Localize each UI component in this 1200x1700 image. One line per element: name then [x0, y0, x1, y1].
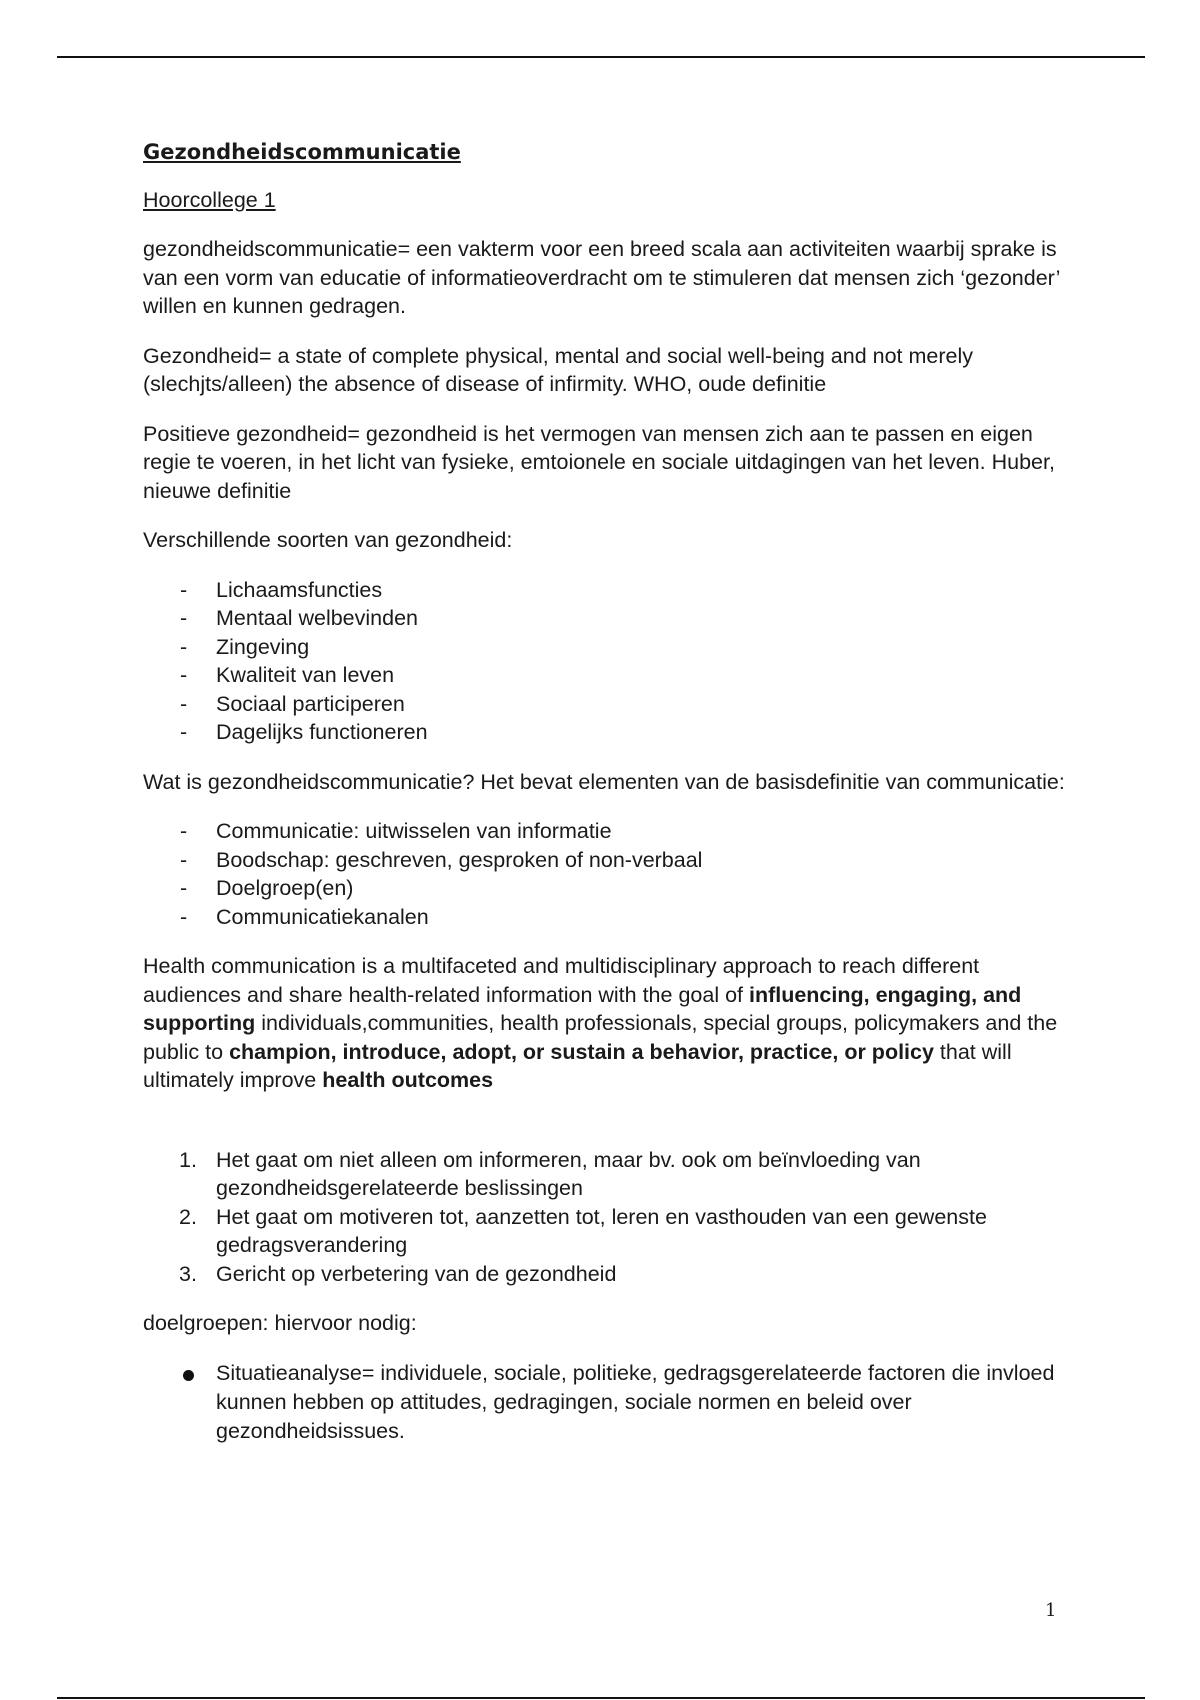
header-rule — [57, 56, 1145, 58]
types-intro: Verschillende soorten van gezondheid: — [143, 528, 513, 552]
bold-span: health outcomes — [322, 1068, 494, 1092]
bold-span: influencing, engaging, and supporting — [143, 982, 1022, 1035]
health-types-list — [143, 576, 1083, 747]
list-item: - Sociaal participeren — [143, 690, 1083, 719]
list-text: Het gaat om niet alleen om informeren, maar bv. ook om beïnvloeding van gezondheidsgerelateerde beslissingen — [216, 1147, 921, 1200]
definition-positive-health: Positieve gezondheid= gezondheid is het vermogen van mensen zich aan te passen en eigen regie te voeren, in het licht van fysieke, emtoionele en sociale uitdagingen van het leven. Huber, nieuwe definitie — [143, 421, 1055, 503]
list-number: 2. — [179, 1204, 197, 1229]
communication-intro: Wat is gezondheidscommunicatie? Het bevat elementen van de basisdefinitie van communicatie: — [143, 769, 1065, 794]
lecture-heading: Hoorcollege 1 — [143, 187, 276, 212]
list-item: - Communicatie: uitwisselen van informatie — [143, 817, 1083, 846]
list-item: - Dagelijks functioneren — [143, 718, 1083, 747]
document-body — [143, 138, 1083, 1467]
list-item: - Kwaliteit van leven — [143, 661, 1083, 690]
list-item — [143, 1260, 1083, 1289]
list-item: - Doelgroep(en) — [143, 874, 1083, 903]
list-item: - Communicatiekanalen — [143, 903, 1083, 932]
communication-elements-list — [143, 817, 1083, 931]
text-span: that will ultimately improve — [143, 1039, 1012, 1092]
list-item: - Lichaamsfuncties — [143, 576, 1083, 605]
list-item — [143, 1146, 1083, 1203]
bullet-list — [143, 1359, 1083, 1446]
list-text: Gericht op verbetering van de gezondheid — [216, 1261, 617, 1286]
list-text: Het gaat om motiveren tot, aanzetten tot, leren en vasthouden van een gewenste gedragsverandering — [216, 1204, 987, 1257]
text-span: individuals,communities, health professionals, special groups, policymakers and the public to — [143, 1011, 1058, 1064]
definition-health-who: Gezondheid= a state of complete physical, mental and social well-being and not merely (slechjts/alleen) the absence of disease of infirmity. WHO, oude definitie — [143, 343, 974, 396]
footer-rule — [57, 1697, 1145, 1699]
spacer — [143, 1116, 1083, 1146]
health-communication-definition-en — [143, 952, 1083, 1095]
document-title: Gezondheidscommunicatie — [143, 140, 461, 164]
list-item — [143, 1203, 1083, 1260]
page-number: 1 — [1045, 1600, 1057, 1621]
text-span: Health communication is a multifaceted and multidisciplinary approach to reach different audiences and share health-related information with the goal of — [143, 954, 980, 1007]
definition-health-communication: gezondheidscommunicatie= een vakterm voor een breed scala aan activiteiten waarbij sprake is van een vorm van educatie of informatieoverdracht om te stimuleren dat mensen zich ‘gezonder’ willen en kunnen gedragen. — [143, 237, 1060, 318]
list-item: - Boodschap: geschreven, gesproken of non-verbaal — [143, 846, 1083, 875]
bold-span: champion, introduce, adopt, or sustain a behavior, practice, or policy — [229, 1039, 934, 1064]
list-item: - Zingeving — [143, 633, 1083, 662]
list-number: 3. — [179, 1261, 197, 1286]
list-item: Situatieanalyse= individuele, sociale, politieke, gedragsgerelateerde factoren die invloed kunnen hebben op attitudes, gedragingen, sociale normen en beleid over gezondheidsissues. — [143, 1359, 1083, 1446]
target-groups-intro: doelgroepen: hiervoor nodig: — [143, 1311, 417, 1335]
list-number: 1. — [179, 1147, 197, 1172]
numbered-list — [143, 1146, 1083, 1289]
list-item: - Mentaal welbevinden — [143, 604, 1083, 633]
